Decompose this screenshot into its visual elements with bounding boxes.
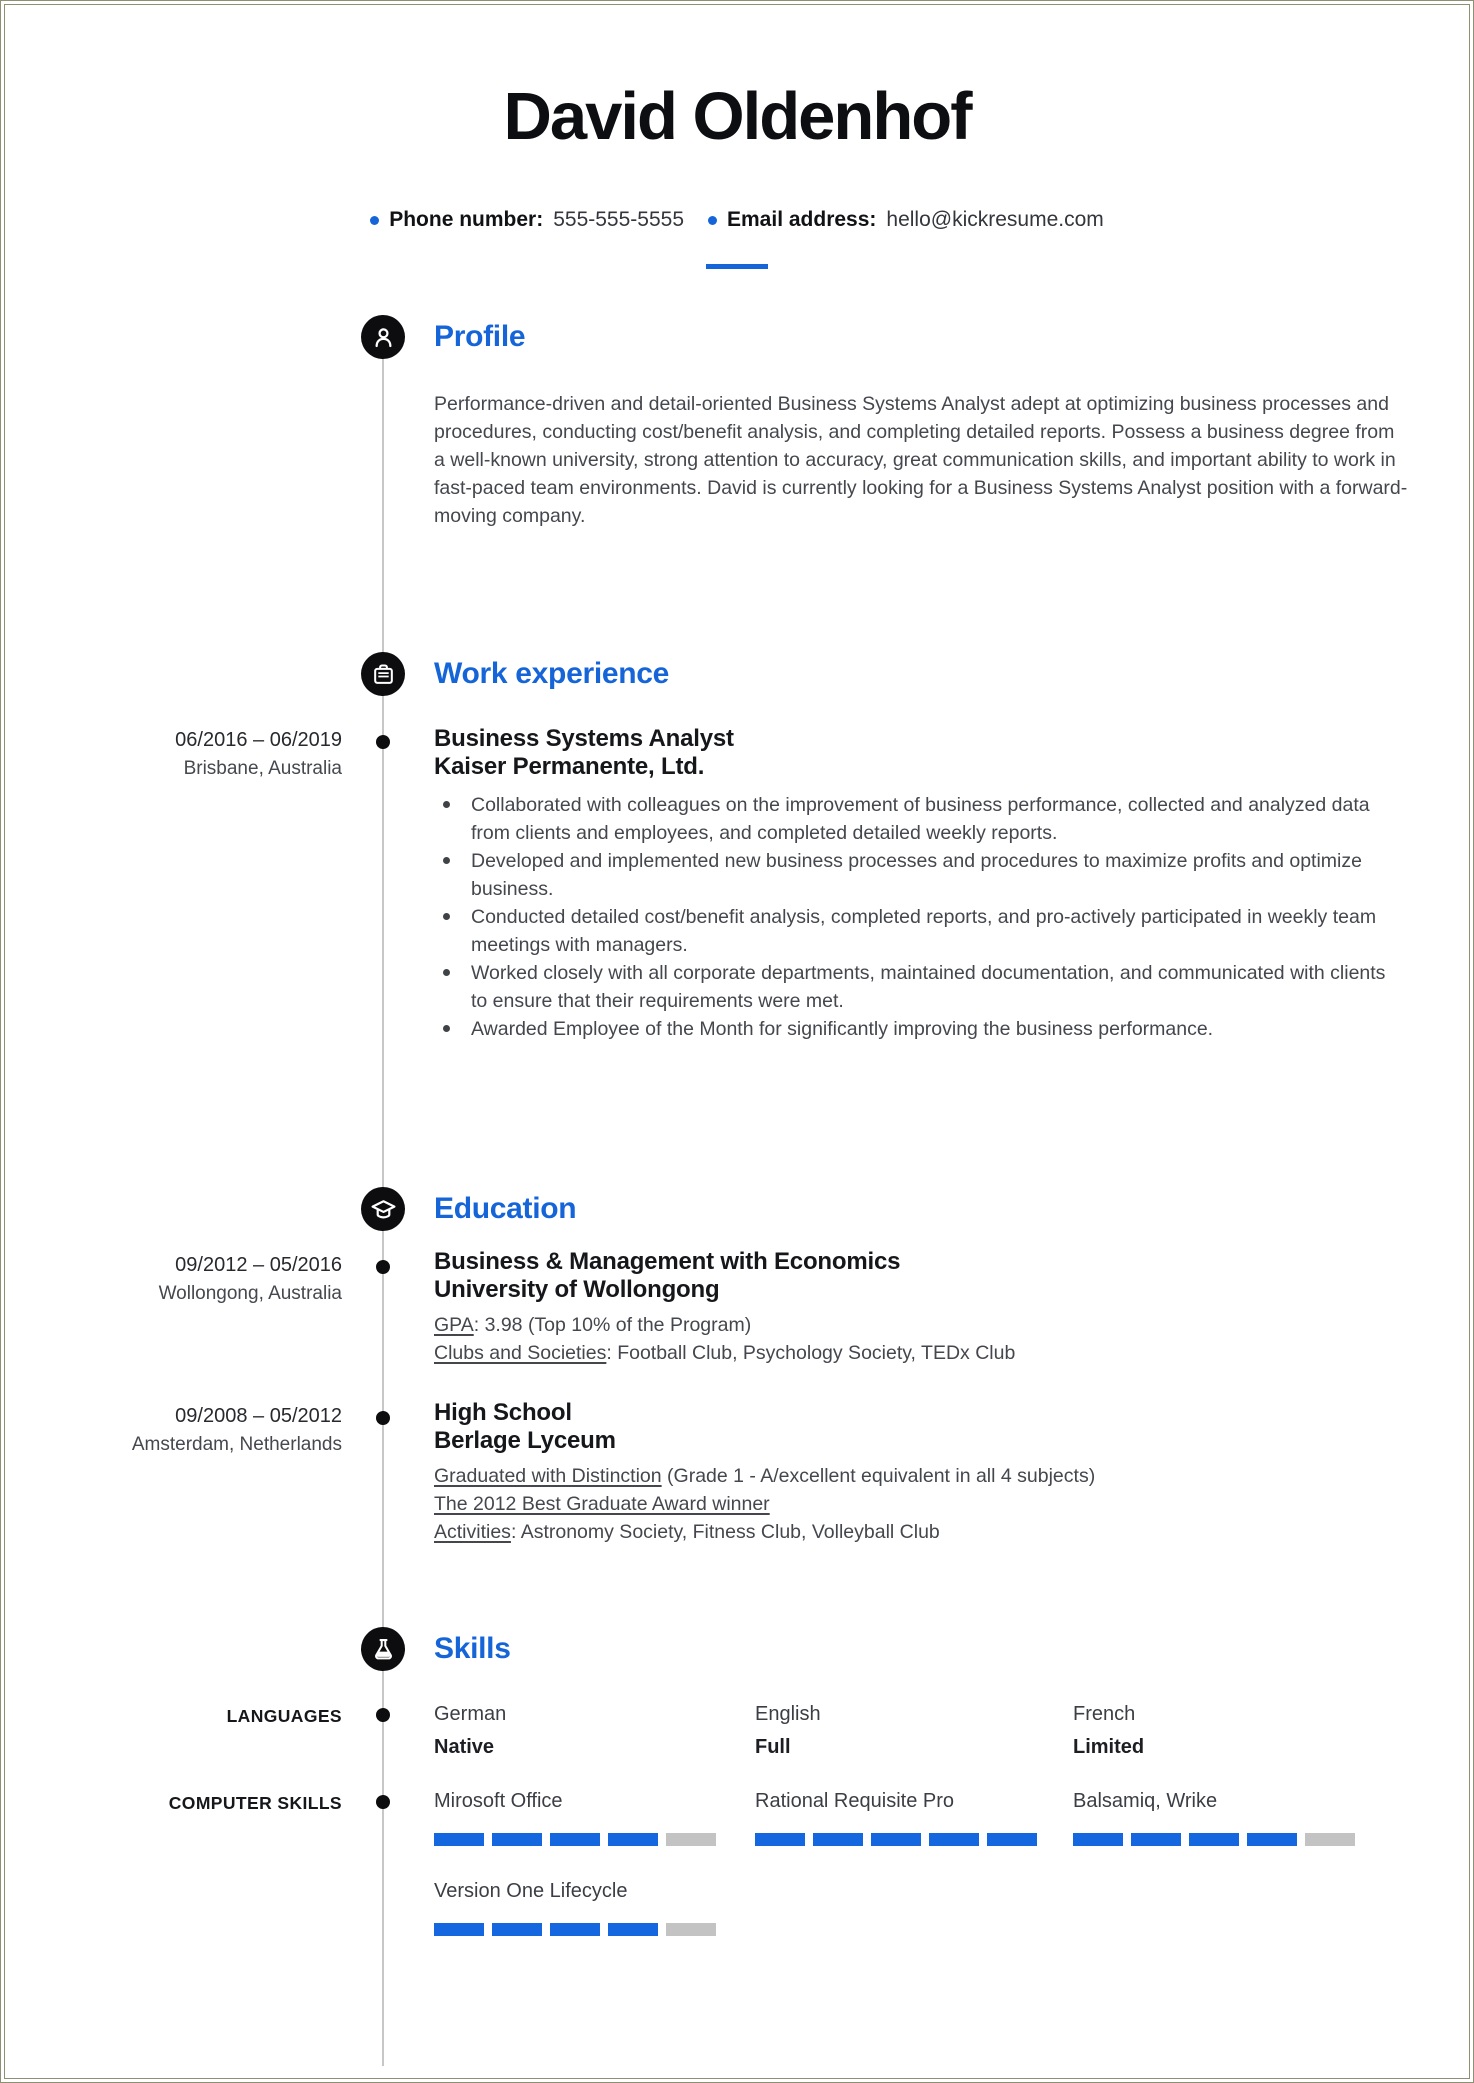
- skill-name: Rational Requisite Pro: [755, 1790, 954, 1812]
- date-range: 06/2016 – 06/2019: [175, 729, 342, 751]
- languages-label: LANGUAGES: [226, 1706, 342, 1726]
- job-bullet: Collaborated with colleagues on the improvement of business performance, collected and analyzed data from clients and employees, and completed detailed weekly reports.: [434, 791, 1394, 847]
- detail-rest: : Football Club, Psychology Society, TEDx Club: [606, 1342, 1016, 1364]
- computer-skills-label: COMPUTER SKILLS: [168, 1793, 342, 1813]
- work-entry-dates: [1, 728, 342, 781]
- timeline-dot: [376, 735, 390, 749]
- detail-line: [434, 1490, 1394, 1518]
- language-name: French: [1073, 1703, 1136, 1725]
- education-entry-dates: [1, 1253, 342, 1306]
- email-value: hello@kickresume.com: [886, 208, 1104, 231]
- detail-rest: (Grade 1 - A/excellent equivalent in all 4 subjects): [661, 1465, 1096, 1487]
- detail-underlined: Activities: [434, 1521, 511, 1543]
- computer-skill-item: [434, 1788, 734, 1846]
- detail-rest: : Astronomy Society, Fitness Club, Volleyball Club: [510, 1521, 940, 1543]
- graduation-cap-icon: [369, 1195, 398, 1224]
- skill-rating-bar: [434, 1833, 734, 1846]
- profile-icon: [361, 315, 405, 359]
- skill-name: Mirosoft Office: [434, 1790, 563, 1812]
- location: Amsterdam, Netherlands: [131, 1434, 342, 1455]
- detail-underlined: Graduated with Distinction: [434, 1465, 662, 1487]
- degree-title: High School: [434, 1399, 572, 1426]
- bullet-icon: [370, 216, 379, 225]
- timeline-dot: [376, 1411, 390, 1425]
- detail-underlined: Clubs and Societies: [434, 1342, 607, 1364]
- job-bullet-list: [434, 791, 1394, 1043]
- detail-line: [434, 1339, 1394, 1367]
- language-level: Limited: [1073, 1736, 1145, 1758]
- language-item: [434, 1701, 734, 1761]
- computer-skill-item: [434, 1878, 734, 1936]
- education-entry: [434, 1248, 1394, 1367]
- section-title-profile: Profile: [434, 320, 526, 353]
- school-name: Berlage Lyceum: [434, 1427, 616, 1454]
- detail-line: [434, 1311, 1394, 1339]
- education-entry-dates: [1, 1404, 342, 1457]
- language-level: Native: [434, 1736, 495, 1758]
- detail-underlined: The 2012 Best Graduate Award winner: [434, 1493, 770, 1515]
- work-section-icon: [361, 652, 405, 696]
- location: Wollongong, Australia: [158, 1283, 342, 1304]
- job-bullet: Awarded Employee of the Month for significantly improving the business performance.: [434, 1015, 1394, 1043]
- computer-skill-item: [755, 1788, 1055, 1846]
- phone-label: Phone number:: [389, 208, 544, 231]
- date-range: 09/2008 – 05/2012: [175, 1405, 342, 1427]
- phone-value: 555-555-5555: [553, 208, 684, 231]
- education-section-icon: [361, 1187, 405, 1231]
- timeline-dot: [376, 1260, 390, 1274]
- timeline-dot: [376, 1795, 390, 1809]
- section-title-skills: Skills: [434, 1632, 511, 1665]
- skill-rating-bar: [434, 1923, 734, 1936]
- language-item: [1073, 1701, 1373, 1761]
- language-item: [755, 1701, 1055, 1761]
- computer-skill-item: [1073, 1788, 1373, 1846]
- job-bullet: Worked closely with all corporate departments, maintained documentation, and communicated with clients to ensure that their requirements were met.: [434, 959, 1394, 1015]
- detail-line: [434, 1518, 1394, 1546]
- job-bullet: Conducted detailed cost/benefit analysis, completed reports, and pro-actively participated in weekly team meetings with managers.: [434, 903, 1394, 959]
- bullet-icon: [708, 216, 717, 225]
- education-details: [434, 1462, 1394, 1546]
- header-accent-rule: [706, 264, 768, 269]
- detail-rest: : 3.98 (Top 10% of the Program): [473, 1314, 752, 1336]
- detail-line: [434, 1462, 1394, 1490]
- language-name: English: [755, 1703, 821, 1725]
- section-title-education: Education: [434, 1192, 577, 1225]
- job-bullet: Developed and implemented new business processes and procedures to maximize profits and optimize business.: [434, 847, 1394, 903]
- skills-section-icon: [361, 1627, 405, 1671]
- briefcase-icon: [370, 661, 397, 688]
- education-details: [434, 1311, 1394, 1367]
- skill-name: Balsamiq, Wrike: [1073, 1790, 1218, 1812]
- email-label: Email address:: [727, 208, 877, 231]
- person-icon: [370, 324, 397, 351]
- location: Brisbane, Australia: [183, 758, 342, 779]
- skill-rating-bar: [755, 1833, 1055, 1846]
- contact-line: [1, 208, 1473, 232]
- page-title: David Oldenhof: [503, 79, 971, 154]
- skill-name: Version One Lifecycle: [434, 1880, 628, 1902]
- detail-underlined: GPA: [434, 1314, 474, 1336]
- language-name: German: [434, 1703, 507, 1725]
- date-range: 09/2012 – 05/2016: [175, 1254, 342, 1276]
- profile-text: Performance-driven and detail-oriented Business Systems Analyst adept at optimizing business processes and procedures, conducting cost/benefit analysis, and completing detailed reports. Possess a business degree from a well-known university, strong attention to accuracy, great communication skills, and important ability to work in fast-paced team environments. David is currently looking for a Business Systems Analyst position with a forward-moving company.: [434, 393, 1408, 527]
- degree-title: Business & Management with Economics: [434, 1248, 901, 1275]
- work-entry: [434, 725, 1394, 1043]
- section-title-work: Work experience: [434, 657, 670, 690]
- flask-icon: [370, 1636, 397, 1663]
- skill-rating-bar: [1073, 1833, 1373, 1846]
- job-title: Business Systems Analyst: [434, 725, 734, 752]
- company-name: Kaiser Permanente, Ltd.: [434, 753, 705, 780]
- education-entry: [434, 1399, 1394, 1546]
- language-level: Full: [755, 1736, 791, 1758]
- timeline-dot: [376, 1708, 390, 1722]
- school-name: University of Wollongong: [434, 1276, 720, 1303]
